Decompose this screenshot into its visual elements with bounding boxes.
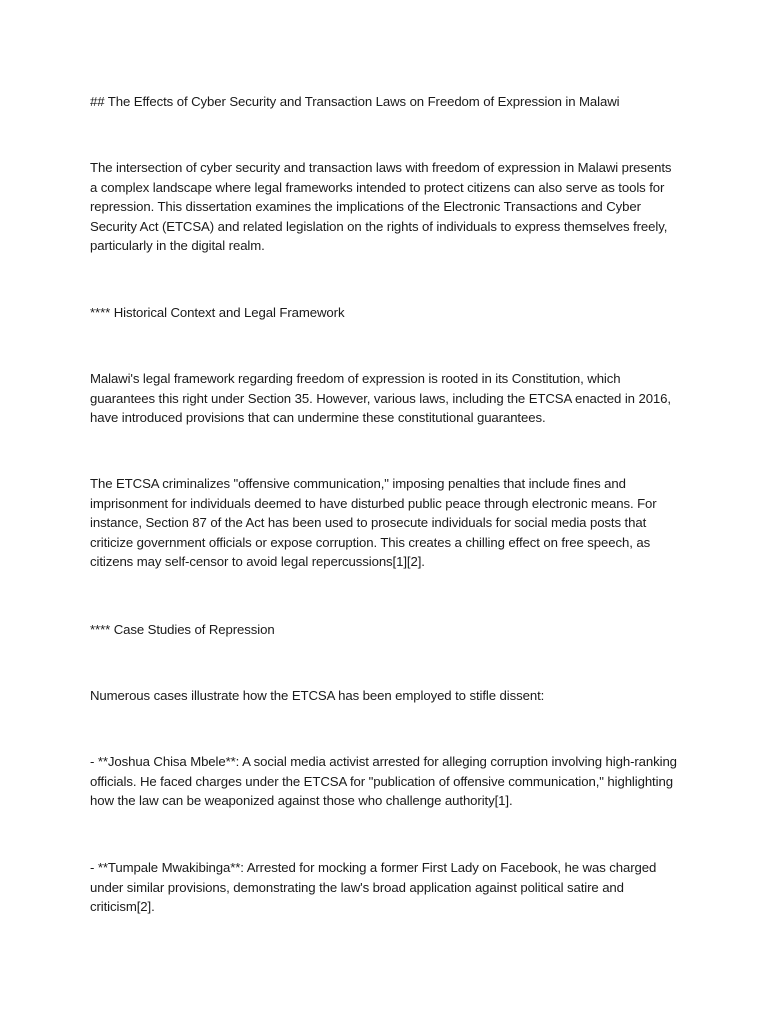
paragraph-constitution: Malawi's legal framework regarding freedom of expression is rooted in its Constitution, which guarantees this right under Section 35. However, various laws, including the ETCSA enacted in 2016, have introduced provisions that can undermine these constitutional guarantees. (90, 371, 671, 426)
document-title: ## The Effects of Cyber Security and Transaction Laws on Freedom of Expression in Malawi (90, 94, 620, 109)
paragraph-etcsa-offensive-communication: The ETCSA criminalizes "offensive communication," imposing penalties that include fines and imprisonment for individuals deemed to have disturbed public peace through electronic means. For instance, Section 87 of the Act has been used to prosecute individuals for social media posts that criticize government officials or expose corruption. This creates a chilling effect on free speech, as citizens may self-censor to avoid legal repercussions[1][2]. (90, 476, 657, 570)
section-heading-historical-context: **** Historical Context and Legal Framework (90, 305, 345, 320)
list-item-tumpale-mwakibinga: - **Tumpale Mwakibinga**: Arrested for mocking a former First Lady on Facebook, he was charged under similar provisions, demonstrating the law's broad application against political satire and criticism[2]. (90, 860, 657, 915)
list-item-joshua-chisa-mbele: - **Joshua Chisa Mbele**: A social media activist arrested for alleging corruption involving high-ranking officials. He faced charges under the ETCSA for "publication of offensive communication," highlighting how the law can be weaponized against those who challenge authority[1]. (90, 754, 677, 809)
section-heading-case-studies: **** Case Studies of Repression (90, 622, 275, 637)
paragraph-case-studies-intro: Numerous cases illustrate how the ETCSA has been employed to stifle dissent: (90, 688, 545, 703)
intro-paragraph: The intersection of cyber security and transaction laws with freedom of expression in Malawi presents a complex landscape where legal frameworks intended to protect citizens can also serve as tools for repression. This dissertation examines the implications of the Electronic Transactions and Cyber Security Act (ETCSA) and related legislation on the rights of individuals to express themselves freely, particularly in the digital realm. (90, 160, 672, 254)
